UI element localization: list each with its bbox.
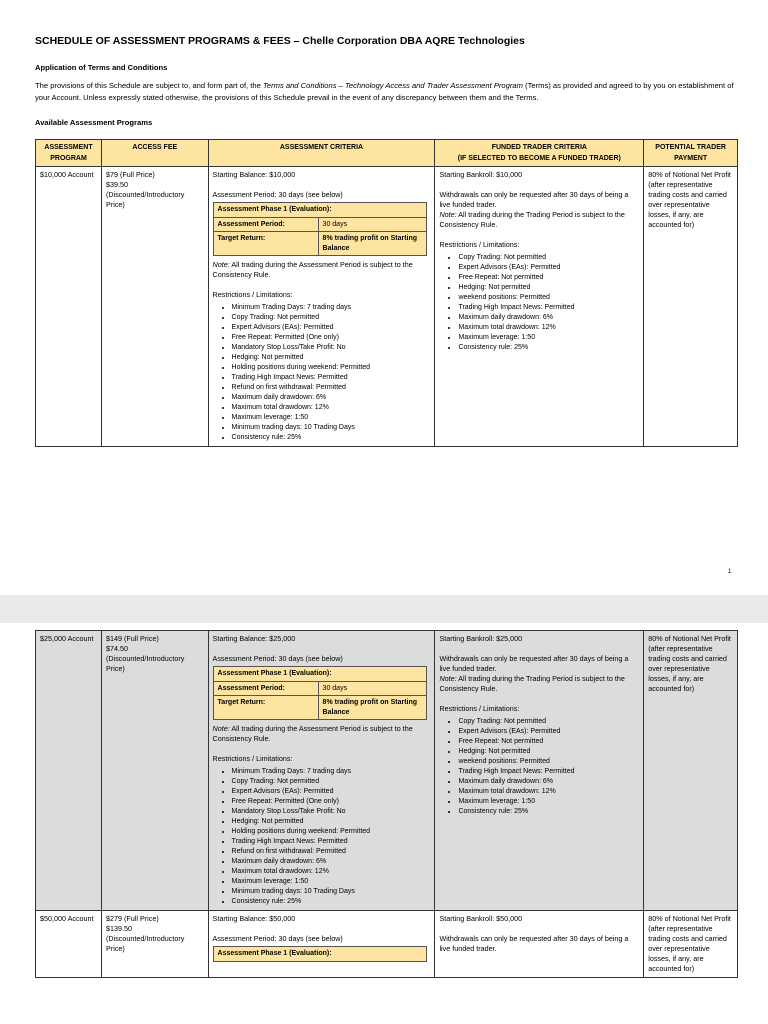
header-payment: POTENTIAL TRADER PAYMENT xyxy=(644,140,738,167)
programs-heading: Available Assessment Programs xyxy=(35,118,153,127)
list-item: • Minimum Trading Days: 7 trading days xyxy=(232,767,431,777)
funded-restrictions-list xyxy=(439,253,639,353)
list-item: • Maximum total drawdown: 12% xyxy=(458,787,639,797)
list-item: • Hedging: Not permitted xyxy=(232,817,431,827)
fee-discounted: $139.50 xyxy=(106,924,133,933)
fee-discounted-label: (Discounted/Introductory Price) xyxy=(106,654,185,673)
list-item: • Minimum Trading Days: 7 trading days xyxy=(232,303,431,313)
programs-table-continued xyxy=(35,630,738,978)
header-funded-line1: FUNDED TRADER CRITERIA xyxy=(491,144,587,151)
target-value: 8% trading profit on Starting Balance xyxy=(318,696,426,720)
list-item: • Maximum daily drawdown: 6% xyxy=(458,777,639,787)
funded-bankroll: Starting Bankroll: $50,000 xyxy=(439,914,523,923)
intro-text-end: (Terms) as provided and agreed to by you on establishment of your Account. Unless expressly stated otherwise, the provisions of this Schedule prevail in the event of any discrepancy between them and the Terms. xyxy=(35,81,734,102)
phase-table xyxy=(213,202,427,256)
note-text: All trading during the Assessment Period is subject to the Consistency Rule. xyxy=(212,260,413,279)
programs-table xyxy=(35,139,738,447)
document-page-2 xyxy=(0,623,768,1024)
funded-restrictions-heading: Restrictions / Limitations: xyxy=(439,704,520,713)
funded-note-text: All trading during the Trading Period is subject to the Consistency Rule. xyxy=(439,210,625,229)
program-cell: $25,000 Account xyxy=(36,631,102,911)
funded-cell xyxy=(435,167,644,447)
fee-discounted-label: (Discounted/Introductory Price) xyxy=(106,934,185,953)
list-item: • Trading High Impact News: Permitted xyxy=(232,837,431,847)
list-item: • Consistency rule: 25% xyxy=(458,343,639,353)
funded-bankroll: Starting Bankroll: $10,000 xyxy=(439,170,523,179)
funded-note-text: All trading during the Trading Period is subject to the Consistency Rule. xyxy=(439,674,625,693)
funded-note xyxy=(439,674,639,694)
restrictions-heading: Restrictions / Limitations: xyxy=(212,754,293,763)
list-item: • Hedging: Not permitted xyxy=(458,283,639,293)
list-item: • Holding positions during weekend: Permitted xyxy=(232,363,431,373)
list-item: • Trading High Impact News: Permitted xyxy=(458,303,639,313)
header-funded xyxy=(435,140,644,167)
fee-full: $279 (Full Price) xyxy=(106,914,159,923)
list-item: • Expert Advisors (EAs): Permitted xyxy=(232,787,431,797)
phase-table xyxy=(213,946,427,962)
intro-terms-title: Terms and Conditions – Technology Access and Trader Assessment Program xyxy=(262,81,523,90)
list-item: • Copy Trading: Not permitted xyxy=(458,253,639,263)
fee-cell xyxy=(102,911,209,978)
page-number: 1 xyxy=(728,569,732,575)
fee-full: $149 (Full Price) xyxy=(106,634,159,643)
list-item: • Consistency rule: 25% xyxy=(232,897,431,907)
starting-balance: Starting Balance: $50,000 xyxy=(212,914,296,923)
header-criteria: ASSESSMENT CRITERIA xyxy=(208,140,435,167)
list-item: • Maximum daily drawdown: 6% xyxy=(232,857,431,867)
list-item: • Refund on first withdrawal: Permitted xyxy=(232,383,431,393)
fee-discounted-label: (Discounted/Introductory Price) xyxy=(106,190,185,209)
note-text: All trading during the Assessment Period is subject to the Consistency Rule. xyxy=(212,724,413,743)
list-item: • Holding positions during weekend: Permitted xyxy=(232,827,431,837)
restrictions-heading: Restrictions / Limitations: xyxy=(212,290,293,299)
table-row xyxy=(36,167,738,447)
list-item: • Maximum total drawdown: 12% xyxy=(232,867,431,877)
payment-cell: 80% of Notional Net Profit (after representative trading costs and carried over representative losses, if any, are accounted for) xyxy=(644,631,738,911)
list-item: • Maximum leverage: 1:50 xyxy=(458,797,639,807)
phase-title: Assessment Phase 1 (Evaluation): xyxy=(213,203,426,218)
funded-bankroll: Starting Bankroll: $25,000 xyxy=(439,634,523,643)
starting-balance: Starting Balance: $10,000 xyxy=(212,170,296,179)
payment-cell: 80% of Notional Net Profit (after representative trading costs and carried over representative losses, if any, are accounted for) xyxy=(644,167,738,447)
list-item: • weekend positions: Permitted xyxy=(458,293,639,303)
assessment-period: Assessment Period: 30 days (see below) xyxy=(212,654,343,663)
list-item: • Free Repeat: Permitted (One only) xyxy=(232,333,431,343)
list-item: • Refund on first withdrawal: Permitted xyxy=(232,847,431,857)
funded-withdrawals: Withdrawals can only be requested after 30 days of being a live funded trader. xyxy=(439,934,629,953)
list-item: • Trading High Impact News: Permitted xyxy=(458,767,639,777)
list-item: • Expert Advisors (EAs): Permitted xyxy=(458,263,639,273)
list-item: • Hedging: Not permitted xyxy=(458,747,639,757)
note-label: Note: xyxy=(212,260,230,269)
list-item: • Minimum trading days: 10 Trading Days xyxy=(232,887,431,897)
program-cell: $10,000 Account xyxy=(36,167,102,447)
criteria-cell xyxy=(208,167,435,447)
list-item: • Maximum leverage: 1:50 xyxy=(458,333,639,343)
funded-note xyxy=(439,210,639,230)
phase-period-value: 30 days xyxy=(318,681,426,696)
list-item: • Maximum leverage: 1:50 xyxy=(232,877,431,887)
list-item: • Free Repeat: Not permitted xyxy=(458,273,639,283)
target-label: Target Return: xyxy=(213,232,318,256)
funded-note-label: Note: xyxy=(439,210,457,219)
restrictions-list xyxy=(213,767,431,907)
phase-period-value: 30 days xyxy=(318,217,426,232)
list-item: • Free Repeat: Not permitted xyxy=(458,737,639,747)
criteria-cell xyxy=(208,631,435,911)
phase-period-label: Assessment Period: xyxy=(213,217,318,232)
list-item: • Maximum daily drawdown: 6% xyxy=(458,313,639,323)
fee-cell xyxy=(102,631,209,911)
list-item: • Free Repeat: Permitted (One only) xyxy=(232,797,431,807)
table-row xyxy=(36,631,738,911)
table-row xyxy=(36,911,738,978)
list-item: • Trading High Impact News: Permitted xyxy=(232,373,431,383)
list-item: • Consistency rule: 25% xyxy=(458,807,639,817)
list-item: • Hedging: Not permitted xyxy=(232,353,431,363)
header-program: ASSESSMENT PROGRAM xyxy=(36,140,102,167)
list-item: • Maximum leverage: 1:50 xyxy=(232,413,431,423)
page-gap xyxy=(0,595,768,623)
criteria-cell xyxy=(208,911,435,978)
list-item: • Copy Trading: Not permitted xyxy=(232,313,431,323)
document-title: SCHEDULE OF ASSESSMENT PROGRAMS & FEES – Chelle Corporation DBA AQRE Technologies xyxy=(35,35,525,47)
funded-restrictions-heading: Restrictions / Limitations: xyxy=(439,240,520,249)
target-label: Target Return: xyxy=(213,696,318,720)
header-funded-line2: (IF SELECTED TO BECOME A FUNDED TRADER) xyxy=(457,155,621,162)
list-item: • Maximum total drawdown: 12% xyxy=(458,323,639,333)
assessment-period: Assessment Period: 30 days (see below) xyxy=(212,190,343,199)
phase-table xyxy=(213,666,427,720)
list-item: • weekend positions: Permitted xyxy=(458,757,639,767)
payment-cell: 80% of Notional Net Profit (after representative trading costs and carried over representative losses, if any, are accounted for) xyxy=(644,911,738,978)
list-item: • Consistency rule: 25% xyxy=(232,433,431,443)
note-label: Note: xyxy=(212,724,230,733)
terms-heading: Application of Terms and Conditions xyxy=(35,63,168,72)
phase-title: Assessment Phase 1 (Evaluation): xyxy=(213,947,426,962)
funded-withdrawals: Withdrawals can only be requested after 30 days of being a live funded trader. xyxy=(439,654,629,673)
restrictions-list xyxy=(213,303,431,443)
intro-text-start: The provisions of this Schedule are subject to, and form part of, the xyxy=(35,81,263,90)
list-item: • Maximum total drawdown: 12% xyxy=(232,403,431,413)
list-item: • Maximum daily drawdown: 6% xyxy=(232,393,431,403)
funded-withdrawals: Withdrawals can only be requested after 30 days of being a live funded trader. xyxy=(439,190,629,209)
starting-balance: Starting Balance: $25,000 xyxy=(212,634,296,643)
program-cell: $50,000 Account xyxy=(36,911,102,978)
list-item: • Mandatory Stop Loss/Take Profit: No xyxy=(232,807,431,817)
list-item: • Copy Trading: Not permitted xyxy=(458,717,639,727)
target-value: 8% trading profit on Starting Balance xyxy=(318,232,426,256)
assessment-period: Assessment Period: 30 days (see below) xyxy=(212,934,343,943)
fee-discounted: $74.50 xyxy=(106,644,129,653)
funded-restrictions-list xyxy=(439,717,639,817)
list-item: • Expert Advisors (EAs): Permitted xyxy=(458,727,639,737)
fee-full: $79 (Full Price) xyxy=(106,170,155,179)
header-fee: ACCESS FEE xyxy=(102,140,209,167)
list-item: • Minimum trading days: 10 Trading Days xyxy=(232,423,431,433)
phase-title: Assessment Phase 1 (Evaluation): xyxy=(213,667,426,682)
phase-period-label: Assessment Period: xyxy=(213,681,318,696)
fee-discounted: $39.50 xyxy=(106,180,129,189)
assessment-note xyxy=(213,724,431,744)
intro-paragraph xyxy=(35,80,740,104)
list-item: • Mandatory Stop Loss/Take Profit: No xyxy=(232,343,431,353)
table-header-row xyxy=(36,140,738,167)
funded-cell xyxy=(435,631,644,911)
funded-note-label: Note: xyxy=(439,674,457,683)
funded-cell xyxy=(435,911,644,978)
assessment-note xyxy=(213,260,431,280)
fee-cell xyxy=(102,167,209,447)
list-item: • Expert Advisors (EAs): Permitted xyxy=(232,323,431,333)
list-item: • Copy Trading: Not permitted xyxy=(232,777,431,787)
